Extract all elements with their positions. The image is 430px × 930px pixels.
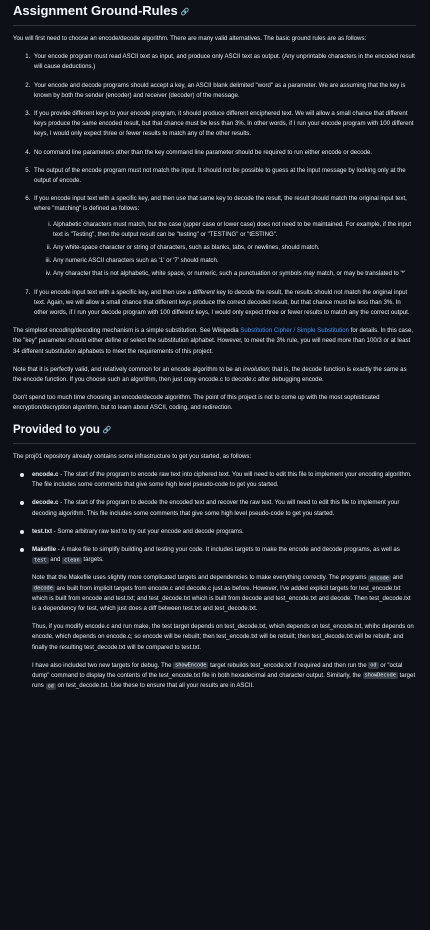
code-od-2: od (47, 683, 54, 690)
involution-emphasis: involution (243, 365, 269, 373)
makefile-p3-text-b: target rebuilds test_encode.txt if required and then run the (208, 661, 369, 669)
code-showdecode: showDecode (364, 672, 396, 679)
rule-item-1: 1. Your encode program must read ASCII text as input, and produce only ASCII text as output. (Any unprintable characters in the encoded result will cause deductions.) (32, 52, 416, 72)
file-desc-decode: - The start of the program to decode the encoded text and recover the raw text. You will need to edit this file to implement your decoding algorithm. This file includes some comments that give some high level pseudo-code to get you started. (32, 499, 400, 517)
file-name-makefile: Makefile (32, 545, 57, 553)
file-item-encode (32, 470, 416, 490)
makefile-p3-text-e: on test_decode.txt. Use these to ensure that all your results are in ASCII. (55, 682, 254, 690)
rule-item-4: 4. No command line parameters other than the key command line parameter should be required to run either encode or decode. (32, 148, 416, 158)
file-desc-encode: - The start of the program to encode raw text into ciphered text. You will need to edit this file to implement your encoding algorithm. The file includes some comments that give some high level pseudo-code to get you started. (32, 470, 412, 489)
makefile-p1-text-a: Note that the Makefile uses slightly more complicated targets and dependencies to make everything correctly. The programs (32, 574, 369, 582)
makefile-desc-a: - A make file to simplify building and testing your code. It includes targets to make the encode and decode programs, as well as (56, 545, 400, 553)
divider (13, 25, 416, 26)
code-od: od (370, 662, 377, 669)
code-test: test (34, 557, 47, 564)
rules-list (13, 52, 416, 318)
sub-item-iii: iii. Any numeric ASCII characters such as '1' or '7' should match. (53, 256, 416, 266)
substitution-paragraph (13, 326, 416, 357)
sub-item-iv-text-b: match, or may be translated to '*' (314, 270, 406, 278)
dont-spend-paragraph: Don't spend too much time choosing an encode/decode algorithm. The point of this project is not to come up with the most sophisticated encryption/decryption algorithm, but to learn about ASCII, coding, and redirection. (13, 394, 380, 412)
file-item-makefile (32, 545, 416, 691)
makefile-p3-text-a: I have also included two new targets for debug. The (32, 661, 174, 669)
link-icon[interactable]: 🔗 (180, 9, 190, 16)
sub-item-i: i. Alphabetic characters must match, but the case (upper case or lower case) does not need to be maintained. For example, if the input text is "Testing", then the output result can be "testing" or "TESTING" or "tESTING". (53, 220, 416, 240)
rule-item-2: 2. Your encode and decode programs should accept a key, an ASCII blank delimited "word" as a parameter. We are assuming that the key is known by both the sender (encoder) and receiver (decoder) of the message. (32, 81, 416, 101)
rule-item-7-text-a: If you encode input text with a specific key, and then use a (34, 288, 193, 296)
file-desc-test: - Some arbitrary raw text to try out your encode and decode programs. (51, 527, 244, 535)
file-item-decode (32, 498, 416, 518)
rule-item-6 (32, 194, 416, 279)
makefile-desc-b: targets. (81, 556, 104, 564)
substitution-cipher-link[interactable]: Substitution Cipher / Simple Substitution (240, 327, 350, 335)
file-name-decode: decode.c (32, 499, 59, 507)
sub-item-ii: ii. Any white-space character or string of characters, such as blanks, tabs, or newlines, should match. (53, 243, 416, 253)
involution-text-a: Note that it is perfectly valid, and relatively common for an encode algorithm to be an (13, 365, 243, 373)
code-clean: clean (64, 557, 80, 564)
code-encode: encode (370, 575, 389, 582)
involution-text-b: ; that is, the decode function is exactly the same as the encode function. If you choose such an algorithm, then just copy encode.c to decode.c after debugging encode. (13, 365, 407, 384)
involution-paragraph (13, 365, 416, 385)
file-name-encode: encode.c (32, 470, 59, 478)
page-title-text: Assignment Ground-Rules (13, 3, 178, 18)
makefile-paragraph-2: Thus, if you modify encode.c and run make, the test target depends on test_decode.txt, which depends on test_encode.txt, whihc depends on encode, which depends on encode.c; so encode will be rebuilt; then test_encode.txt will be rebuilt; then test_decode.txt will be rebuilt; and finally the resulting test_decode.txt will be compared to test.txt. (32, 623, 414, 651)
code-decode: decode (34, 585, 53, 592)
makefile-paragraph-3 (32, 661, 416, 692)
sub-item-iv (53, 269, 416, 279)
rule-item-7 (32, 288, 416, 319)
makefile-and: and (48, 556, 63, 564)
page-title (13, 0, 416, 21)
link-icon[interactable]: 🔗 (102, 426, 112, 434)
rule-item-7-text-b: key to decode the result, the results should not match the original input text. Again, we will allow a small chance that different keys produce the correct decoded result, but that chance must be less than 3%. In other words, if I run your decode program with 100 different keys, I would only expect three or fewer results to match any the correct output. (34, 288, 410, 317)
provided-intro: The proj01 repository already contains some infrastructure to get you started, as follows: (13, 452, 252, 460)
section-title-provided-text: Provided to you (13, 423, 100, 436)
files-list (13, 470, 416, 691)
makefile-paragraph-1 (32, 573, 416, 614)
matching-sublist (34, 220, 416, 280)
section-title-provided (13, 422, 416, 439)
makefile-p1-text-b: are built from implicit targets from encode.c and decode.c just as before. However, I've added explicit targets for test_encode.txt which is built from encode and test.txt; and test_decode.txt which is built from decode and test_encode.txt and decode. Then test_decode.txt is a dependency for test, which just does a diff between test.txt and test_decode.txt. (32, 584, 411, 612)
makefile-p1-and: and (390, 574, 403, 582)
sub-item-iv-text-a: Any character that is not alphabetic, white space, or numeric, such a punctuation or symbols (53, 270, 304, 278)
makefile-p3-text-c: or "octal dump" command to display the contents of the test_encode.txt file in both hexadecimal and character output. Similarly, the (32, 661, 403, 679)
rule-item-3: 3. If you provide different keys to your encode program, it should produce different enciphered text. We will allow a small chance that different keys produce the same encoded result, but that chance must be less than 3%. In other words, if I run your encode program with 100 different keys, I would only expect three or fewer results to match any of the other results. (32, 109, 416, 140)
substitution-text-a: The simplest encoding/decoding mechanism is a simple substitution. See Wikipedia (13, 327, 241, 335)
rule-item-5: 5. The output of the encode program must not match the input. It should not be possible to guess at the input message by looking only at the output of encode. (32, 166, 416, 186)
code-showencode: showEncode (175, 662, 207, 669)
makefile-summary (32, 545, 416, 565)
rule-item-7-emphasis: different (192, 288, 215, 296)
substitution-text-b: for details. In this case, the "key" parameter should either define or select the substitution alphabet. However, to meet the 3% rule, you will need more than 100/3 or at least 34 different substitution alphabets to meet the requirements of this project. (13, 327, 414, 355)
file-item-test (32, 527, 416, 537)
sub-item-iv-emphasis: may (303, 270, 315, 278)
divider (13, 443, 416, 444)
makefile-p3-text-d: target runs (32, 671, 416, 690)
file-name-test: test.txt (32, 527, 52, 535)
rule-item-6-text: If you encode input text with a specific key, and then use that same key to decode the result, the result should match the original input text, where "matching" is defined as follows: (34, 195, 407, 213)
intro-paragraph: You will first need to choose an encode/decode algorithm. There are many valid alternatives. The basic ground rules are as follows: (13, 35, 367, 42)
